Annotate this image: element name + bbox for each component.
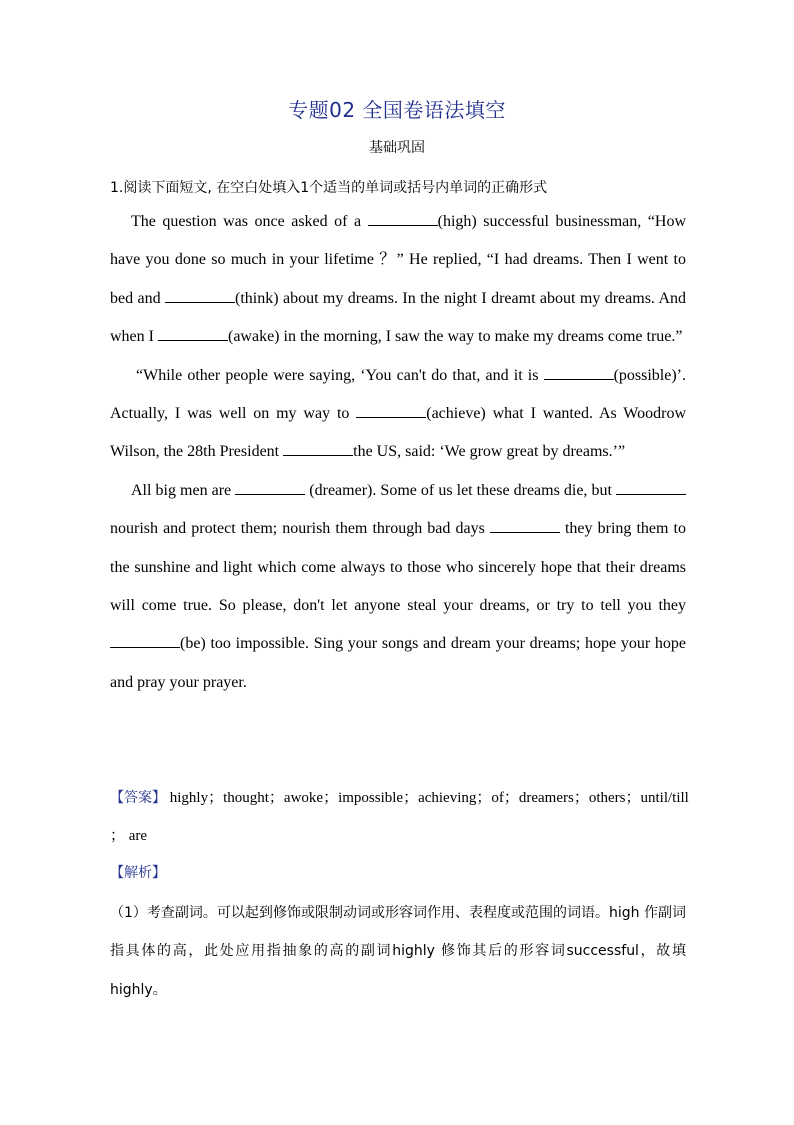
passage-text: (high) successful businessman, “How have you done so much in your lifetime ？” He replied, “I had dreams. Then I went to bed and [110,213,687,307]
passage-text: the US, said: ‘We grow great by dreams.’” [353,443,626,461]
passage-text: All big men are [131,481,236,499]
passage-text: “While other people were saying, ‘You can't do that, and it is [136,366,544,384]
blank-3 [158,326,228,341]
answer-label: 【答案】 [110,790,166,806]
passage-paragraph-2 [110,357,686,472]
blank-7 [235,480,305,495]
passage-text: (possible)’. Actually, I was well on my way to [110,366,686,423]
passage-paragraph-3 [110,472,686,702]
passage [110,203,686,702]
analysis-label: 【解析】 [110,865,166,881]
passage-text: nourish and protect them; nourish them through bad days [110,520,490,538]
answer-section [110,779,690,856]
passage-text: they bring them to the sunshine and light which come always to those who sincerely hope that their dreams will come true. So please, don't let anyone steal your dreams, or try to tell you they [110,520,686,615]
analysis-text: （1）考查副词。可以起到修饰或限制动词或形容词作用、表程度或范围的词语。high 作副词指具体的高，此处应用指抽象的高的副词highly 修饰其后的形容词successful，故填highly。 [110,905,686,998]
page-title: 专题02 全国卷语法填空 [288,98,506,122]
blank-10 [110,633,180,648]
blank-8 [616,480,686,495]
blank-2 [165,288,235,303]
exercise-instruction: 1.阅读下面短文, 在空白处填入1个适当的单词或括号内单词的正确形式 [110,180,548,196]
passage-text: (dreamer). Some of us let these dreams die, but [305,481,617,499]
answer-text: highly；thought；awoke；impossible；achieving；of；dreamers；others；until/till ； are [110,790,689,845]
passage-text: (achieve) what I wanted. As Woodrow Wilson, the 28th President [110,405,687,461]
passage-text: (think) about my dreams. In the night I dreamt about my dreams. And when I [110,289,687,346]
blank-9 [490,518,560,533]
passage-text: (awake) in the morning, I saw the way to make my dreams come true.” [227,328,683,346]
page-subtitle: 基础巩固 [369,140,425,156]
blank-5 [356,403,426,418]
passage-paragraph-1 [110,203,686,357]
passage-text: The question was once asked of a [131,213,368,230]
blank-4 [544,365,614,380]
blank-6 [283,441,353,456]
passage-text: (be) too impossible. Sing your songs and dream your dreams; hope your hope and pray your prayer. [110,635,686,691]
blank-1 [368,211,438,226]
